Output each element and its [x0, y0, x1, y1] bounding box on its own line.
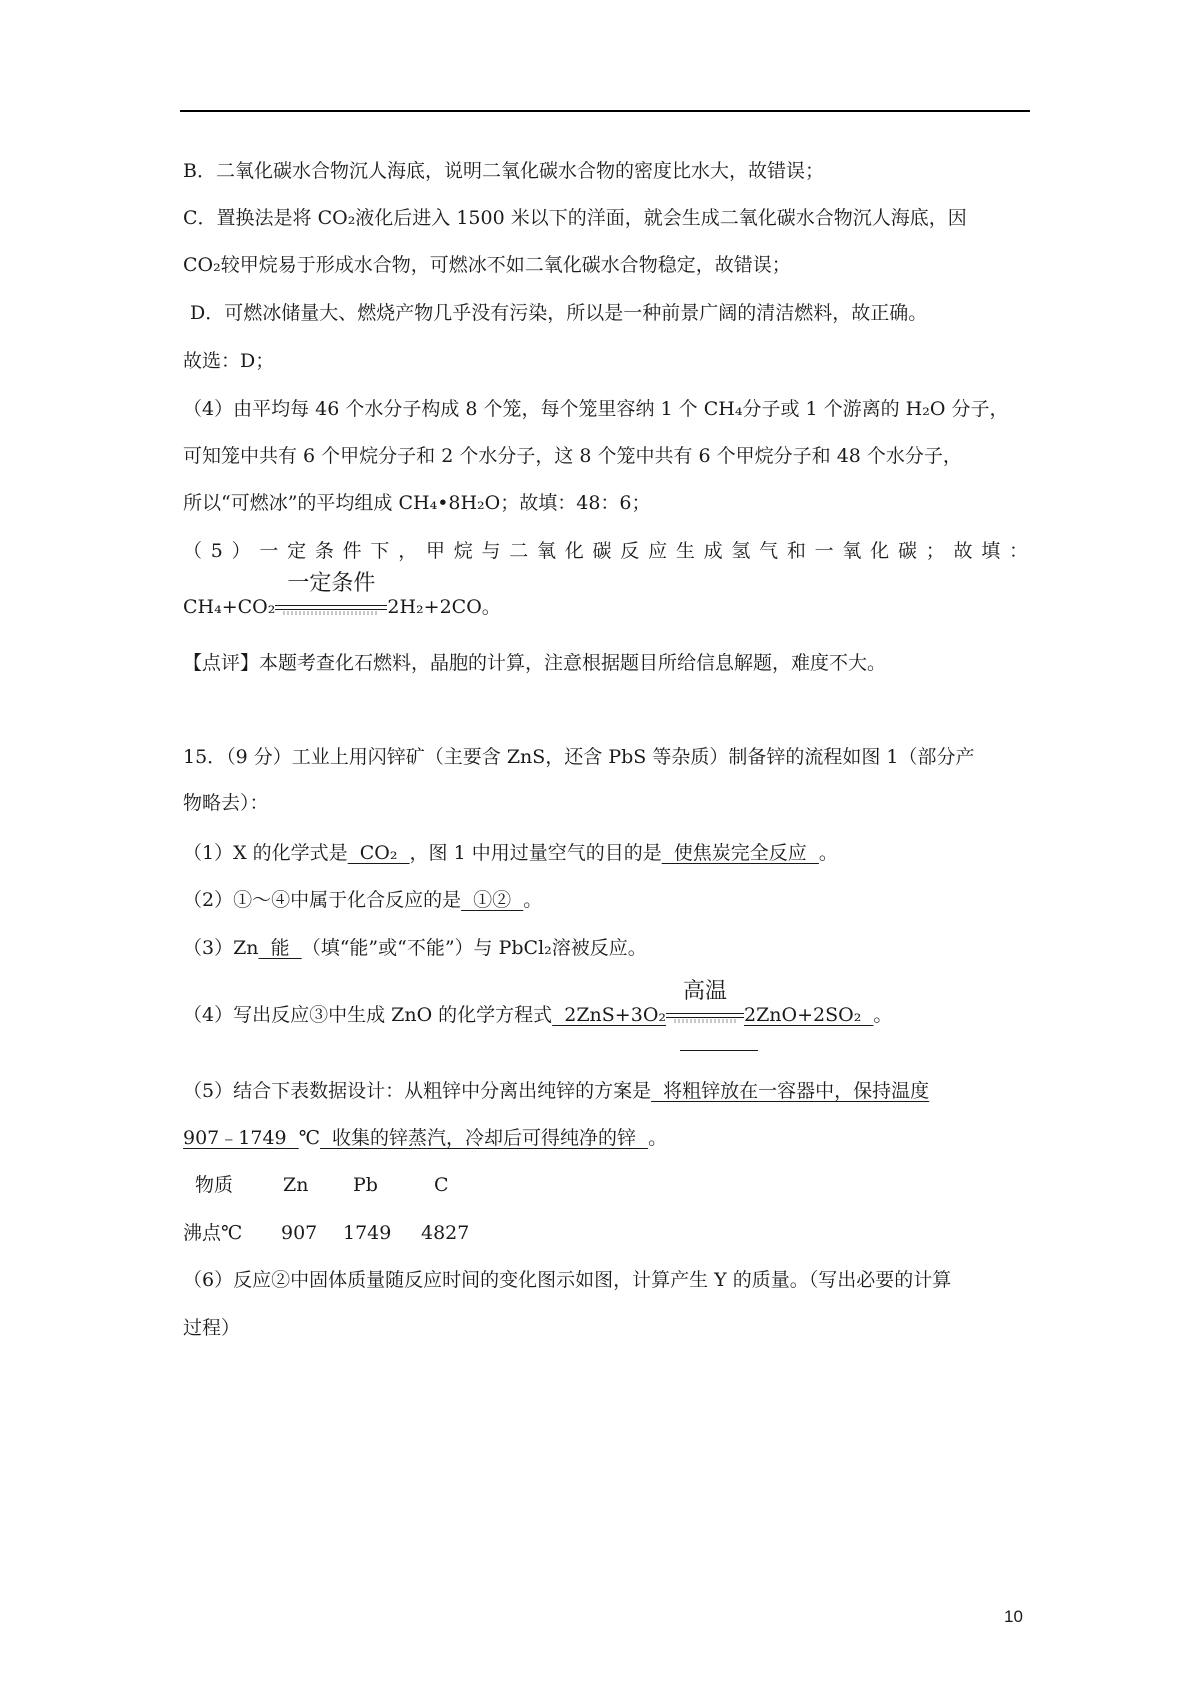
q5-period: 。 — [648, 1127, 668, 1149]
q15-part5-line-1 — [183, 1078, 929, 1104]
data-table-header-row — [195, 1172, 449, 1198]
q5-text: （5）结合下表数据设计：从粗锌中分离出纯锌的方案是 — [183, 1080, 652, 1102]
part5-equation — [183, 571, 501, 620]
q3-text: （3）Zn — [183, 937, 259, 959]
part4-line-3: 所以“可燃冰”的平均组成 CH₄•8H₂O；故填：48：6； — [183, 492, 651, 514]
q4-reaction-condition: 高温 — [683, 979, 728, 1004]
q3-text-2: （填“能”或“不能”）与 PbCl₂溶被反应。 — [301, 937, 647, 959]
q1-period: 。 — [818, 842, 838, 864]
q2-text: （2）①～④中属于化合反应的是 — [183, 889, 462, 911]
q5-answer-temperature: 907﹣1749 — [183, 1127, 299, 1149]
review-line: 【点评】本题考查化石燃料，晶胞的计算，注意根据题目所给信息解题，难度不大。 — [183, 652, 887, 674]
q15-part2 — [183, 887, 542, 913]
table-header-pb: Pb — [353, 1174, 378, 1196]
table-c-boiling: 4827 — [421, 1222, 470, 1244]
question-15-stem-1: 15．（9 分）工业上用闪锌矿（主要含 ZnS，还含 PbS 等杂质）制备锌的流程如图 1（部分产 — [183, 746, 975, 768]
part5-line: （5）一定条件下，甲烷与二氧化碳反应生成氢气和一氧化碳；故填： — [183, 540, 1028, 562]
q15-part5-line-2 — [183, 1125, 667, 1151]
option-d-line: D．可燃冰储量大、燃烧产物几乎没有污染，所以是一种前景广阔的清洁燃料，故正确。 — [190, 302, 928, 324]
table-row-label: 沸点℃ — [183, 1222, 243, 1244]
q1-text: （1）X 的化学式是 — [183, 842, 348, 864]
q15-part6-line-2: 过程） — [183, 1317, 241, 1339]
reaction-condition: 一定条件 — [287, 571, 376, 596]
question-15-stem-2: 物略去）： — [183, 792, 269, 814]
page-number: 10 — [1004, 1607, 1023, 1626]
q2-period: 。 — [523, 889, 543, 911]
part4-line-1: （4）由平均每 46 个水分子构成 8 个笼，每个笼里容纳 1 个 CH₄分子或 1 个游离的 H₂O 分子， — [183, 398, 1009, 420]
table-header-zn: Zn — [283, 1174, 309, 1196]
q5-answer-part-1: 将粗锌放在一容器中，保持温度 — [651, 1080, 930, 1102]
q15-part6-line-1: （6）反应②中固体质量随反应时间的变化图示如图，计算产生 Y 的质量。（写出必要的计算 — [183, 1269, 952, 1291]
q2-answer: ①② — [461, 889, 524, 911]
equation-reactants: CH₄+CO₂ — [183, 596, 276, 618]
equation-arrow — [275, 571, 387, 620]
q5-answer-part-3: 收集的锌蒸汽，冷却后可得纯净的锌 — [319, 1127, 649, 1149]
part4-line-2: 可知笼中共有 6 个甲烷分子和 2 个水分子，这 8 个笼中共有 6 个甲烷分子和 48 个水分子， — [183, 445, 962, 467]
q15-part1 — [183, 840, 838, 866]
table-pb-boiling: 1749 — [343, 1222, 392, 1244]
q4-equation-arrow — [666, 979, 744, 1028]
q15-part4 — [183, 979, 893, 1028]
q1-answer-purpose: 使焦炭完全反应 — [661, 842, 819, 864]
data-table-boiling-row — [183, 1220, 469, 1246]
option-b-line: B．二氧化碳水合物沉人海底，说明二氧化碳水合物的密度比水大，故错误； — [183, 160, 824, 182]
table-header-substance: 物质 — [195, 1174, 234, 1196]
q3-answer: 能 — [258, 937, 302, 959]
q15-part3 — [183, 935, 647, 961]
equation-products: 2H₂+2CO。 — [387, 596, 501, 618]
header-rule — [180, 110, 1030, 112]
option-c-line-1: C．置换法是将 CO₂液化后进入 1500 米以下的洋面，就会生成二氧化碳水合物沉人海底，因 — [183, 207, 967, 229]
table-zn-boiling: 907 — [281, 1222, 318, 1244]
q4-answer-reactants: 2ZnS+3O₂ — [552, 1004, 667, 1026]
option-c-line-2: CO₂较甲烷易于形成水合物，可燃冰不如二氧化碳水合物稳定，故错误； — [183, 254, 791, 276]
q4-text: （4）写出反应③中生成 ZnO 的化学方程式 — [183, 1004, 553, 1026]
q1-answer-formula: CO₂ — [347, 842, 410, 864]
q5-unit: ℃ — [298, 1127, 320, 1149]
table-header-c: C — [434, 1174, 449, 1196]
q1-text-2: ，图 1 中用过量空气的目的是 — [409, 842, 662, 864]
answer-choice-line: 故选：D； — [183, 350, 275, 372]
q4-answer-underline-continuation — [680, 1050, 758, 1051]
q4-period: 。 — [873, 1004, 893, 1026]
q4-answer-products: 2ZnO+2SO₂ — [744, 1004, 874, 1026]
